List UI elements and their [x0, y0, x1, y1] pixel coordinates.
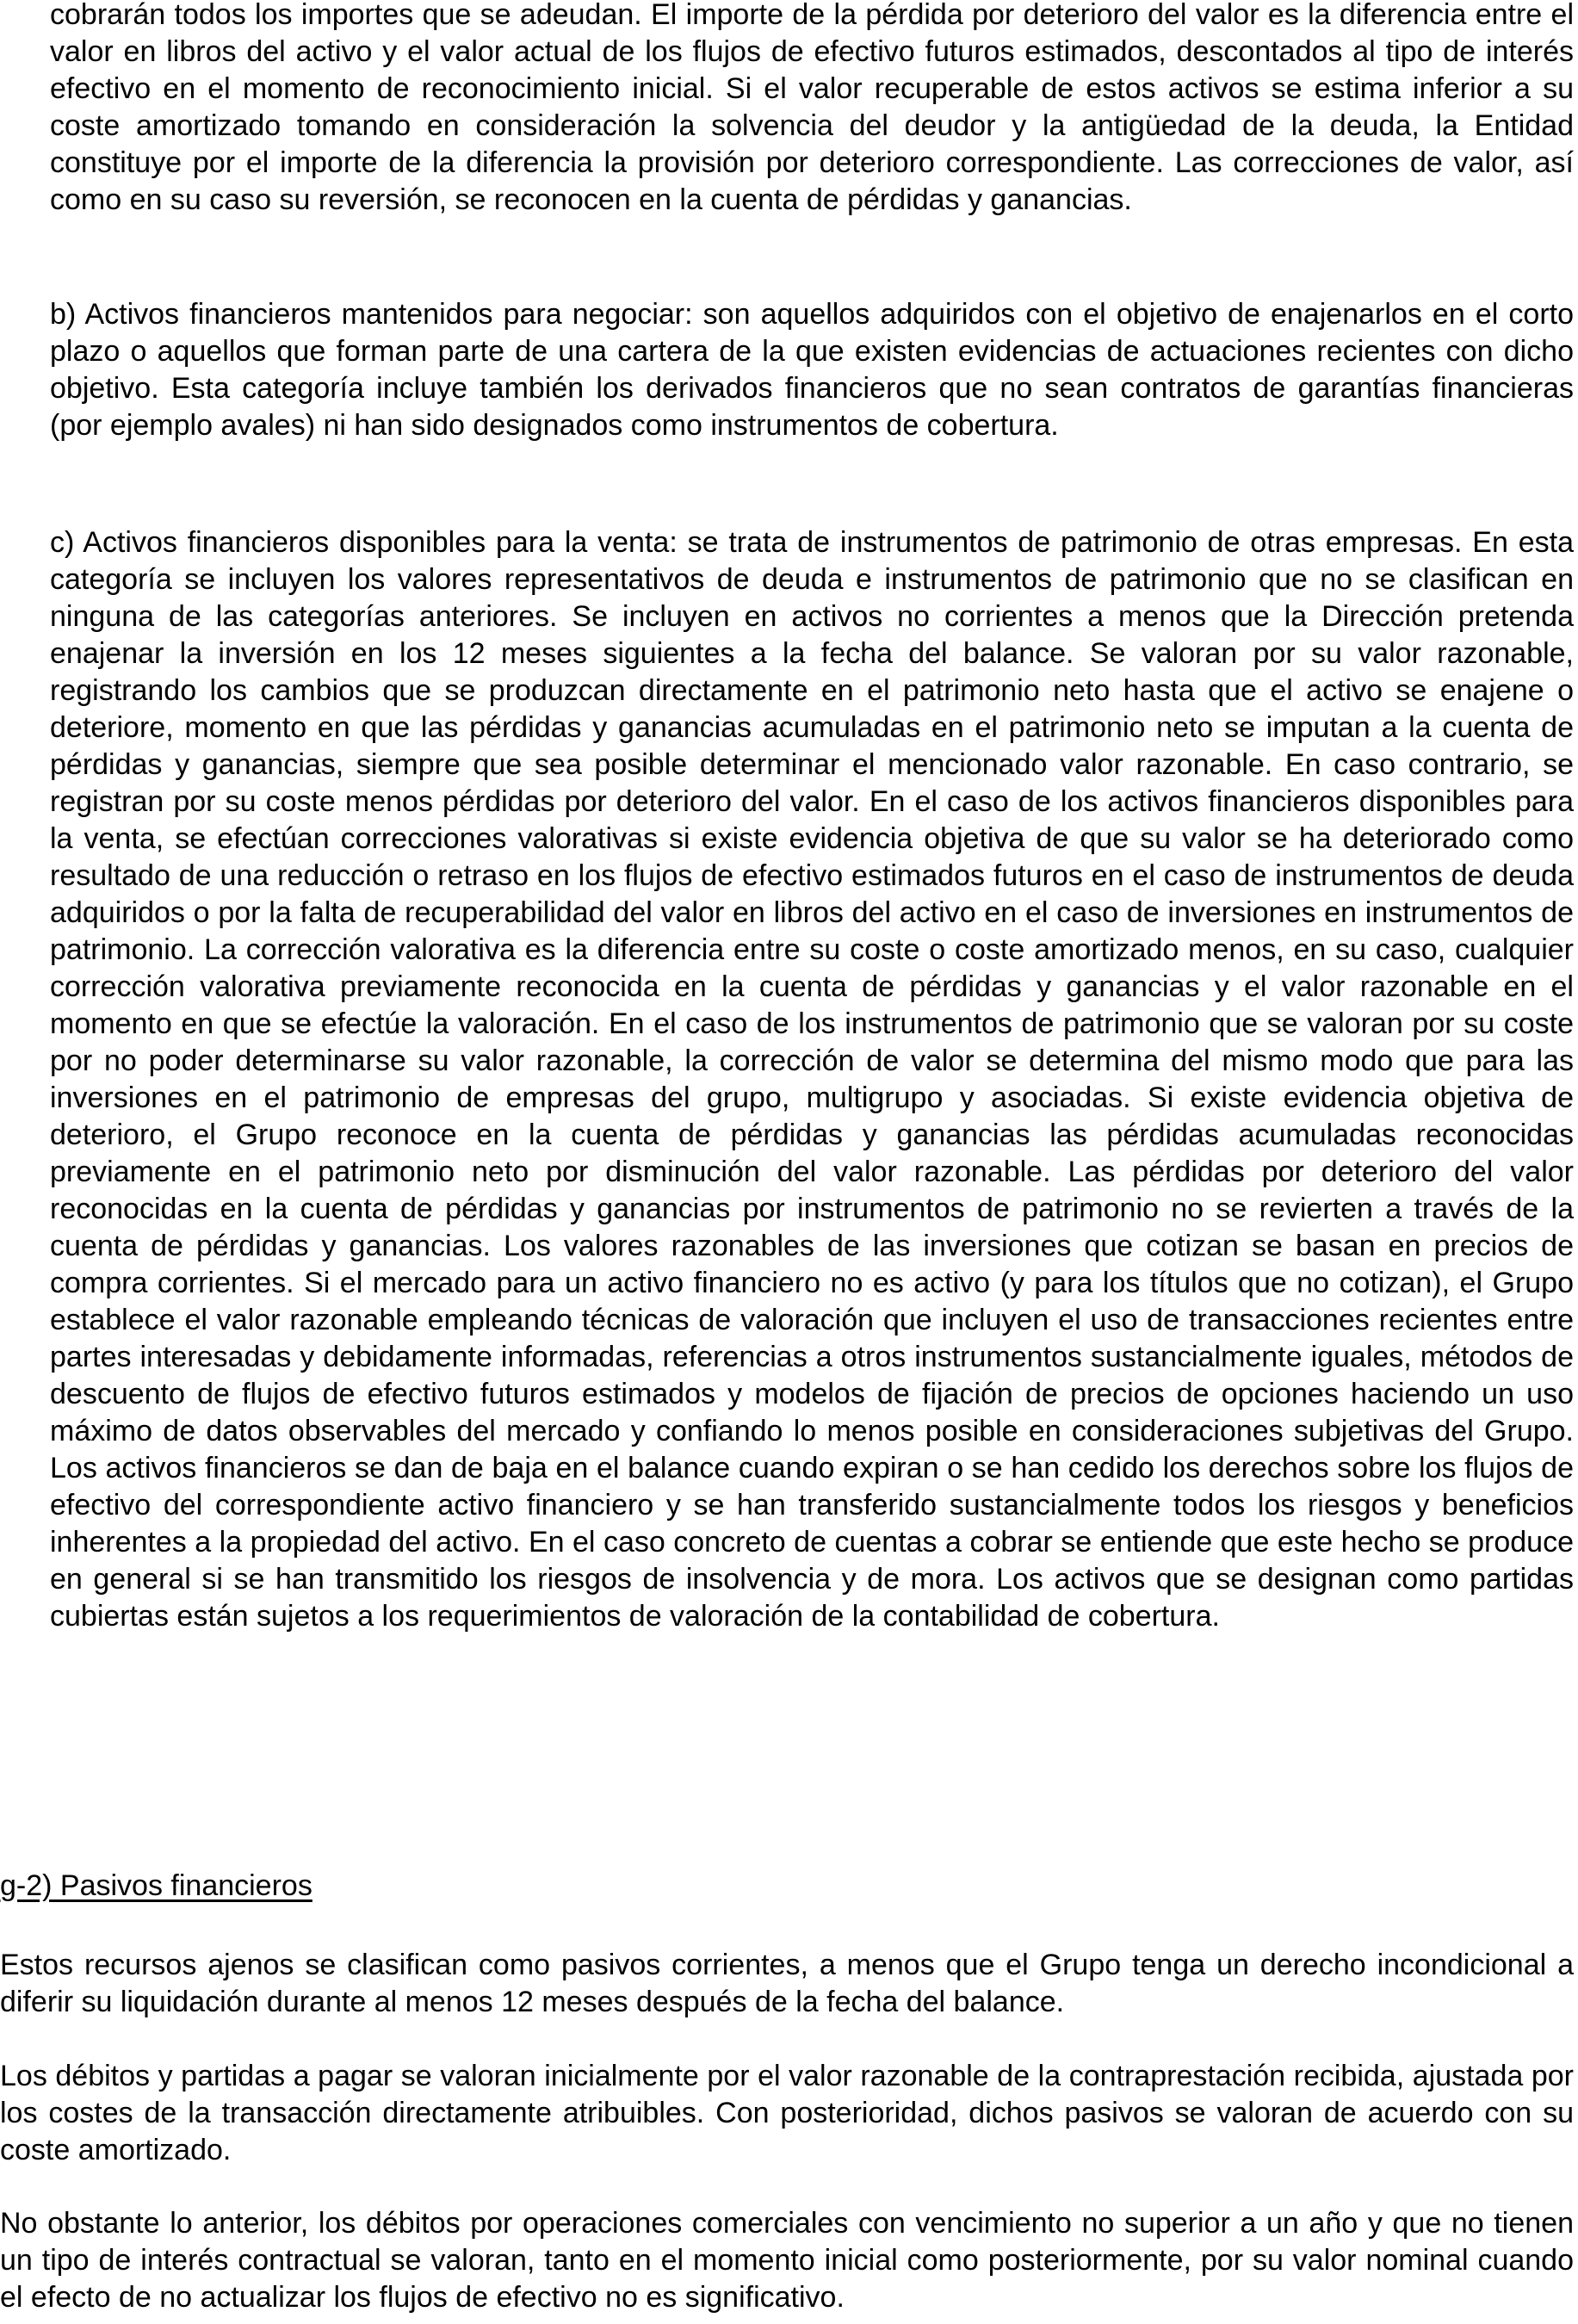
paragraph-activos-negociar: b) Activos financieros mantenidos para negociar: son aquellos adquiridos con el objetivo de enajenarlos en el corto plazo o aquellos que forman parte de una cartera de la que existen evidencias de actuaciones recientes con dicho objetivo. Esta categoría incluye también los derivados financieros que no sean contratos de garantías financieras (por ejemplo avales) ni han sido designados como instrumentos de cobertura. — [50, 298, 1574, 442]
paragraph-debitos-partidas-pagar: Los débitos y partidas a pagar se valoran inicialmente por el valor razonable de la contraprestación recibida, ajustada por los costes de la transacción directamente atribuibles. Con posterioridad, dichos pasivos se valoran de acuerdo con su coste amortizado. — [0, 2060, 1574, 2166]
paragraph-deterioro-prestamos: cobrarán todos los importes que se adeudan. El importe de la pérdida por deterioro del valor es la diferencia entre el valor en libros del activo y el valor actual de los flujos de efectivo futuros estimados, descontados al tipo de interés efectivo en el momento de reconocimiento inicial. Si el valor recuperable de estos activos se estima inferior a su coste amortizado tomando en consideración la solvencia del deudor y la antigüedad de la deuda, la Entidad constituye por el importe de la diferencia la provisión por deterioro correspondiente. Las correcciones de valor, así como en su caso su reversión, se reconocen en la cuenta de pérdidas y ganancias. — [50, 0, 1574, 216]
paragraph-activos-disponibles-venta: c) Activos financieros disponibles para la venta: se trata de instrumentos de patrimonio de otras empresas. En esta categoría se incluyen los valores representativos de deuda e instrumentos de patrimonio que no se clasifican en ninguna de las categorías anteriores. Se incluyen en activos no corrientes a menos que la Dirección pretenda enajenar la inversión en los 12 meses siguientes a la fecha del balance. Se valoran por su valor razonable, registrando los cambios que se produzcan directamente en el patrimonio neto hasta que el activo se enajene o deteriore, momento en que las pérdidas y ganancias acumuladas en el patrimonio neto se imputan a la cuenta de pérdidas y ganancias, siempre que sea posible determinar el mencionado valor razonable. En caso contrario, se registran por su coste menos pérdidas por deterioro del valor. En el caso de los activos financieros disponibles para la venta, se efectúan correcciones valorativas si existe evidencia objetiva de que su valor se ha deteriorado como resultado de una reducción o retraso en los flujos de efectivo estimados futuros en el caso de instrumentos de deuda adquiridos o por la falta de recuperabilidad del valor en libros del activo en el caso de inversiones en instrumentos de patrimonio. La corrección valorativa es la diferencia entre su coste o coste amortizado menos, en su caso, cualquier corrección valorativa previamente reconocida en la cuenta de pérdidas y ganancias y el valor razonable en el momento en que se efectúe la valoración. En el caso de los instrumentos de patrimonio que se valoran por su coste por no poder determinarse su valor razonable, la corrección de valor se determina del mismo modo que para las inversiones en el patrimonio de empresas del grupo, multigrupo y asociadas. Si existe evidencia objetiva de deterioro, el Grupo reconoce en la cuenta de pérdidas y ganancias las pérdidas acumuladas reconocidas previamente en el patrimonio neto por disminución del valor razonable. Las pérdidas por deterioro del valor reconocidas en la cuenta de pérdidas y ganancias por instrumentos de patrimonio no se revierten a través de la cuenta de pérdidas y ganancias. Los valores razonables de las inversiones que cotizan se basan en precios de compra corrientes. Si el mercado para un activo financiero no es activo (y para los títulos que no cotizan), el Grupo establece el valor razonable empleando técnicas de valoración que incluyen el uso de transacciones recientes entre partes interesadas y debidamente informadas, referencias a otros instrumentos sustancialmente iguales, métodos de descuento de flujos de efectivo futuros estimados y modelos de fijación de precios de opciones haciendo un uso máximo de datos observables del mercado y confiando lo menos posible en consideraciones subjetivas del Grupo. Los activos financieros se dan de baja en el balance cuando expiran o se han cedido los derechos sobre los flujos de efectivo del correspondiente activo financiero y se han transferido sustancialmente todos los riesgos y beneficios inherentes a la propiedad del activo. En el caso concreto de cuentas a cobrar se entiende que este hecho se produce en general si se han transmitido los riesgos de insolvencia y de mora. Los activos que se designan como partidas cubiertas están sujetos a los requerimientos de valoración de la contabilidad de cobertura. — [50, 526, 1574, 1633]
section-heading-pasivos-financieros: g-2) Pasivos financieros — [0, 1869, 313, 1902]
paragraph-debitos-operaciones-comerciales: No obstante lo anterior, los débitos por operaciones comerciales con vencimiento no superior a un año y que no tienen un tipo de interés contractual se valoran, tanto en el momento inicial como posteriormente, por su valor nominal cuando el efecto de no actualizar los flujos de efectivo no es significativo. — [0, 2207, 1574, 2314]
paragraph-pasivos-corrientes: Estos recursos ajenos se clasifican como pasivos corrientes, a menos que el Grupo tenga un derecho incondicional a diferir su liquidación durante al menos 12 meses después de la fecha del balance. — [0, 1949, 1574, 2018]
